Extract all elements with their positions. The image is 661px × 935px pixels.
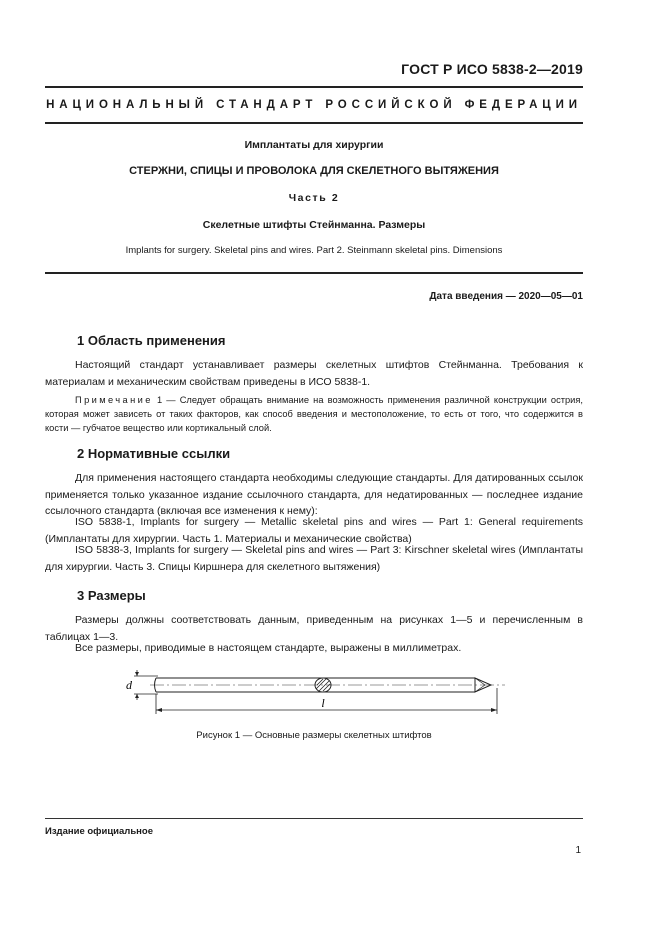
title-line1: Имплантаты для хирургии (244, 139, 384, 151)
title-subtitle: Скелетные штифты Стейнманна. Размеры (202, 219, 426, 231)
section1-heading: 1 Область применения (77, 333, 226, 348)
figure-1-caption: Рисунок 1 — Основные размеры скелетных штифтов (196, 730, 432, 741)
section3-paragraph-2: Все размеры, приводимые в настоящем стандарте, выражены в миллиметрах. (75, 642, 462, 654)
standard-code: ГОСТ Р ИСО 5838-2—2019 (401, 61, 583, 77)
introduction-date: Дата введения — 2020—05—01 (429, 291, 583, 302)
dimension-l-label: l (321, 696, 325, 710)
section2-heading: 2 Нормативные ссылки (77, 446, 231, 461)
section2-paragraph: Для применения настоящего стандарта необходимы следующие стандарты. Для датированных ссылок применяется только указанное издание ссылочного стандарта, для недатированных — последнее издание ссылочного стандарта (включая все изменения к нему): (45, 472, 583, 517)
banner-rule (45, 122, 583, 124)
section1-note (45, 393, 583, 435)
title-part: Часть 2 (288, 192, 340, 204)
dimension-d-label: d (126, 678, 132, 692)
section2-reference-1: ISO 5838-1, Implants for surgery — Metallic skeletal pins and wires — Part 1: General requirements (Имплантаты для хирургии. Часть 1. Материалы и механические свойства) (45, 516, 583, 545)
title-main: СТЕРЖНИ, СПИЦЫ И ПРОВОЛОКА ДЛЯ СКЕЛЕТНОГО ВЫТЯЖЕНИЯ (129, 165, 499, 177)
page-number: 1 (575, 845, 581, 856)
national-standard-banner: НАЦИОНАЛЬНЫЙ СТАНДАРТ РОССИЙСКОЙ ФЕДЕРАЦИИ (46, 99, 582, 111)
note-label: Примечание (75, 395, 153, 405)
footer-rule (45, 818, 583, 819)
official-edition-label: Издание официальное (45, 826, 153, 837)
figure-1-pin-drawing (120, 668, 520, 720)
header-rule (45, 86, 583, 88)
title-rule (45, 272, 583, 274)
section3-paragraph-1: Размеры должны соответствовать данным, приведенным на рисунках 1—5 и перечисленным в таблицах 1—3. (45, 614, 583, 643)
section1-paragraph: Настоящий стандарт устанавливает размеры скелетных штифтов Стейнманна. Требования к материалам и механическим свойствам приведены в ИСО 5838-1. (45, 359, 583, 388)
note-text: 1 — Следует обращать внимание на возможность применения различной конструкции острия, которая может зависеть от таких факторов, как способ введения и местоположение, то есть от того, что содержится в кости — губчатое вещество или кортикальный слой. (45, 395, 583, 433)
title-english: Implants for surgery. Skeletal pins and wires. Part 2. Steinmann skeletal pins. Dimensions (125, 245, 503, 256)
section2-reference-2: ISO 5838-3, Implants for surgery — Skeletal pins and wires — Part 3: Kirschner skeletal wires (Имплантаты для хирургии. Часть 3. Спицы Киршнера для скелетного вытяжения) (45, 544, 583, 573)
section3-heading: 3 Размеры (77, 588, 146, 603)
